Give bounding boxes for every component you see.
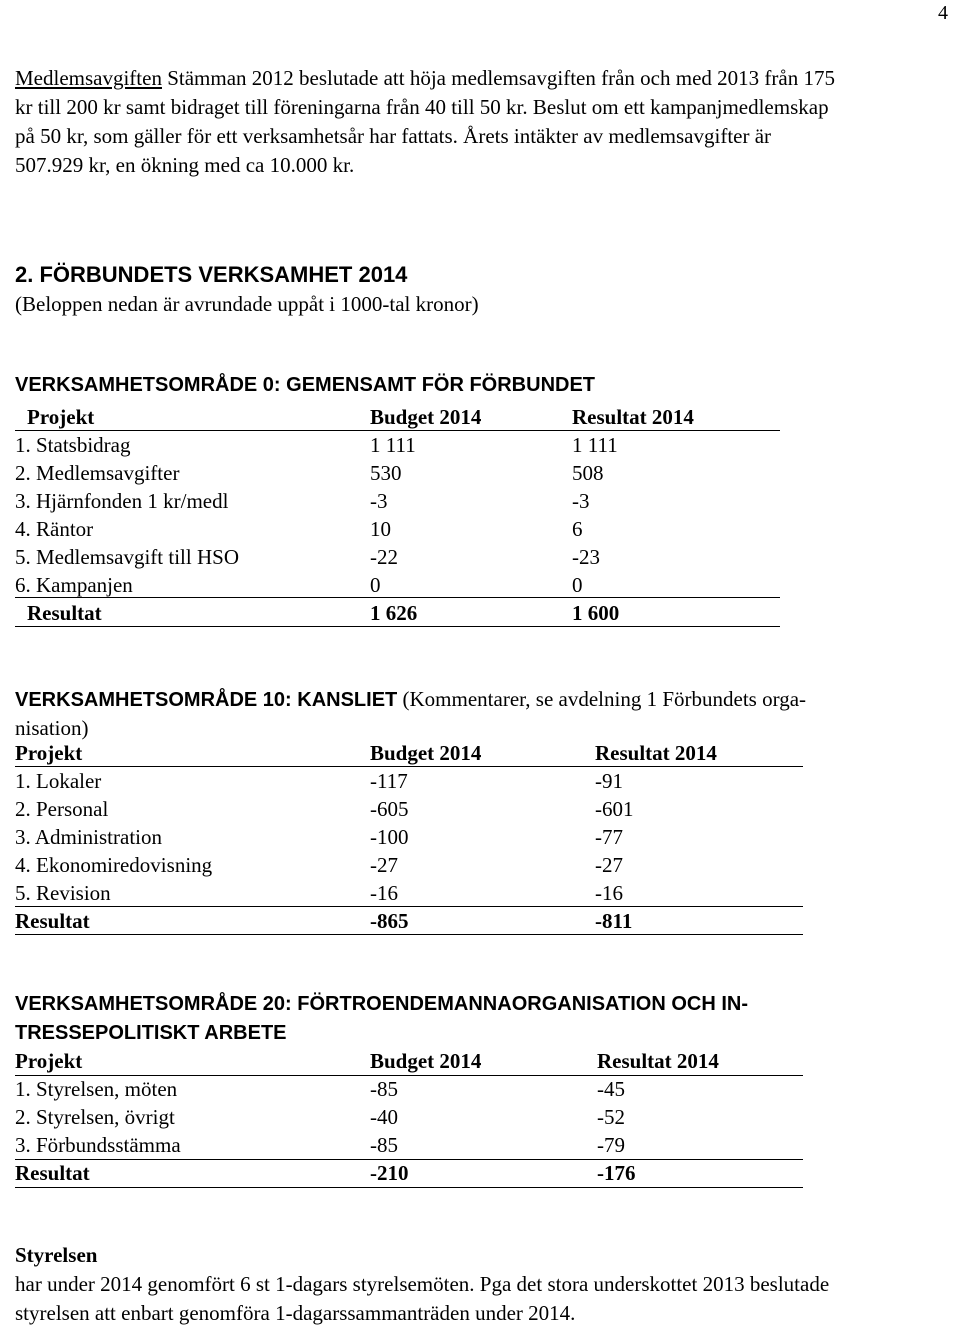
table-divider <box>15 1075 803 1076</box>
table-header-row <box>15 403 780 431</box>
table-row: 4. Räntor 10 6 <box>15 517 583 541</box>
col-header-result: Resultat 2014 <box>595 741 717 765</box>
col-header-budget: Budget 2014 <box>370 405 482 429</box>
table-total-row: Resultat 1 626 1 600 <box>27 601 620 625</box>
table-divider <box>15 1159 803 1160</box>
table-divider <box>15 1187 803 1188</box>
area-20-table <box>15 1047 803 1187</box>
table-row: 5. Revision -16 -16 <box>15 881 623 905</box>
intro-line: på 50 kr, som gäller för ett verksamhetsår har fattats. Årets intäkter av medlemsavgifter är <box>15 124 772 148</box>
board-paragraph: har under 2014 genomfört 6 st 1-dagars styrelsemöten. Pga det stora underskottet 2013 beslutade styrelsen att enbart genomföra 1-dagarssammanträden under 2014. <box>15 1272 830 1325</box>
table-row: 5. Medlemsavgift till HSO -22 -23 <box>15 545 600 569</box>
col-header-budget: Budget 2014 <box>370 741 482 765</box>
col-header-budget: Budget 2014 <box>370 1049 482 1073</box>
table-divider <box>15 766 803 767</box>
table-row: 3. Hjärnfonden 1 kr/medl -3 -3 <box>15 489 590 513</box>
table-row: 3. Förbundsstämma -85 -79 <box>15 1133 625 1157</box>
table-divider <box>15 906 803 907</box>
table-divider <box>15 597 780 598</box>
table-divider <box>15 626 780 627</box>
table-row: 2. Styrelsen, övrigt -40 -52 <box>15 1105 625 1129</box>
section-subtitle: (Beloppen nedan är avrundade uppåt i 1000-tal kronor) <box>15 292 479 316</box>
table-header-row <box>15 739 803 767</box>
table-divider <box>15 430 780 431</box>
col-header-result: Resultat 2014 <box>572 405 694 429</box>
table-row: 2. Personal -605 -601 <box>15 797 634 821</box>
table-divider <box>15 934 803 935</box>
table-row: 3. Administration -100 -77 <box>15 825 623 849</box>
table-total-row: Resultat -865 -811 <box>15 909 633 933</box>
intro-paragraph <box>15 64 950 180</box>
col-header-project: Projekt <box>15 1049 83 1073</box>
section-title: 2. FÖRBUNDETS VERKSAMHET 2014 <box>15 262 408 287</box>
intro-lead-term: Medlemsavgiften <box>15 66 162 90</box>
area-10-comment: (Kommentarer, se avdelning 1 Förbundets orga- <box>397 687 807 711</box>
table-row: 6. Kampanjen 0 0 <box>15 573 583 597</box>
area-20-title: VERKSAMHETSOMRÅDE 20: FÖRTROENDEMANNAORGANISATION OCH IN- TRESSEPOLITISKT ARBETE <box>15 993 748 1044</box>
page-number: 4 <box>938 2 948 24</box>
intro-line: kr till 200 kr samt bidraget till föreningarna från 40 till 50 kr. Beslut om ett kampanjmedlemskap <box>15 95 829 119</box>
table-row: 4. Ekonomiredovisning -27 -27 <box>15 853 623 877</box>
intro-line: Medlemsavgiften Stämman 2012 beslutade att höja medlemsavgiften från och med 2013 från 175 <box>15 66 835 90</box>
table-row: 1. Styrelsen, möten -85 -45 <box>15 1077 625 1101</box>
table-total-row: Resultat -210 -176 <box>15 1161 636 1185</box>
intro-line: 507.929 kr, en ökning med ca 10.000 kr. <box>15 153 355 177</box>
table-row: 2. Medlemsavgifter 530 508 <box>15 461 604 485</box>
col-header-project: Projekt <box>15 741 83 765</box>
area-0-title: VERKSAMHETSOMRÅDE 0: GEMENSAMT FÖR FÖRBUNDET <box>15 374 596 396</box>
table-row: 1. Lokaler -117 -91 <box>15 769 623 793</box>
col-header-result: Resultat 2014 <box>597 1049 719 1073</box>
area-10-title: VERKSAMHETSOMRÅDE 10: KANSLIET (Kommentarer, se avdelning 1 Förbundets orga- nisation) <box>15 687 807 740</box>
col-header-project: Projekt <box>27 405 95 429</box>
board-heading: Styrelsen <box>15 1243 98 1267</box>
area-0-table <box>15 403 780 627</box>
table-row: 1. Statsbidrag 1 111 1 111 <box>15 433 618 457</box>
table-header-row <box>15 1047 803 1075</box>
